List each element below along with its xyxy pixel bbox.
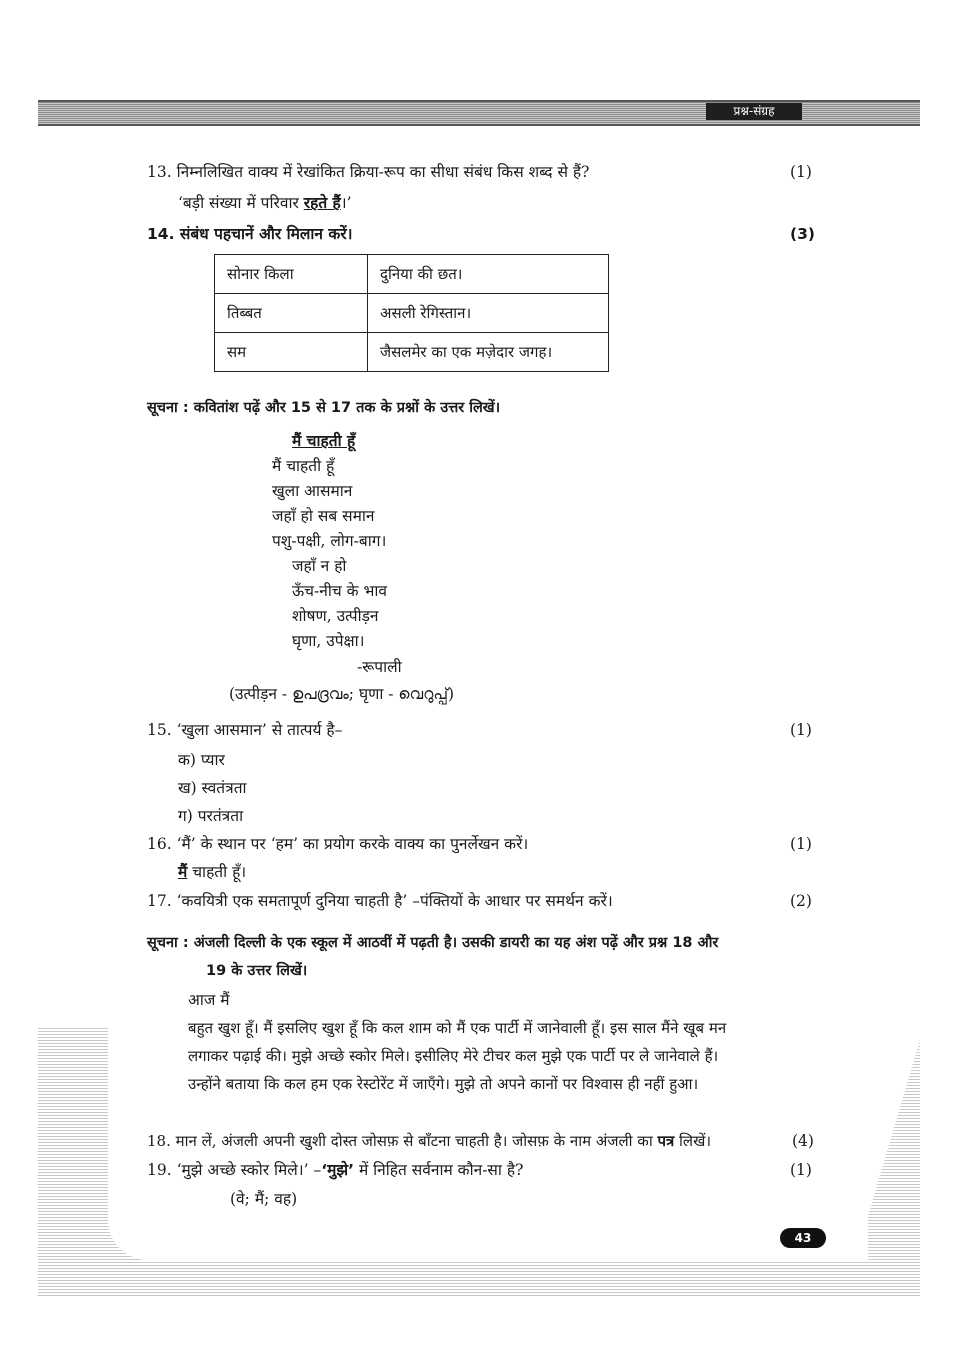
poem-author: -रूपाली [357,658,402,676]
poem-line: जहाँ न हो [292,557,347,575]
table-cell: दुनिया की छत। [368,255,609,294]
table-row [215,333,609,372]
poem-line: मैं चाहती हूँ [272,457,335,475]
q18-marks: (4) [792,1132,814,1150]
table-cell: जैसलमेर का एक मज़ेदार जगह। [368,333,609,372]
diary-line: बहुत खुश हूँ। मैं इसलिए खुश हूँ कि कल शाम को मैं एक पार्टी में जानेवाली हूँ। इस साल मैंने खूब मन [188,1019,727,1037]
section-label: प्रश्न-संग्रह [706,103,802,120]
poem-line: शोषण, उत्पीड़न [292,607,379,625]
poem-line: ऊँच-नीच के भाव [292,582,387,600]
diary-opening: आज मैं [188,991,230,1009]
question-17: 17. ‘कवयित्री एक समतापूर्ण दुनिया चाहती है’ –पंक्तियों के आधार पर समर्थन करें। [147,892,613,910]
q16-sentence: मैं चाहती हूँ। [178,863,247,881]
table-row [215,255,609,294]
q19-options: (वे; मैं; वह) [230,1190,298,1208]
poem-line: खुला आसमान [272,482,353,500]
diary-line: उन्होंने बताया कि कल हम एक रेस्टोरेंट में जाएँगे। मुझे तो अपने कानों पर विश्वास ही नहीं हुआ। [188,1075,699,1093]
poem-line: घृणा, उपेक्षा। [292,632,365,650]
notice-poem: सूचना : कवितांश पढ़ें और 15 से 17 तक के प्रश्नों के उत्तर लिखें। [147,400,501,416]
option-item: ग) परतंत्रता [178,807,244,825]
table-cell: असली रेगिस्तान। [368,294,609,333]
q13-marks: (1) [790,163,812,181]
q13-sentence: ‘बड़ी संख्या में परिवार रहते हैं।’ [178,194,352,212]
question-19: 19. ‘मुझे अच्छे स्कोर मिले।’ –‘मुझे’ में निहित सर्वनाम कौन-सा है? [147,1161,524,1179]
q15-marks: (1) [790,721,812,739]
question-13: 13. निम्नलिखित वाक्य में रेखांकित क्रिया-रूप का सीधा संबंध किस शब्द से हैं? [147,163,590,181]
poem-title: मैं चाहती हूँ [292,432,356,450]
bold-pronoun: मैं [178,863,188,881]
q16-marks: (1) [790,835,812,853]
table-row [215,294,609,333]
notice-diary-cont: 19 के उत्तर लिखें। [206,963,308,979]
poem-line: जहाँ हो सब समान [272,507,375,525]
question-14: 14. संबंध पहचानें और मिलान करें। [147,225,353,243]
option-item: क) प्यार [178,751,225,769]
diary-line: लगाकर पढ़ाई की। मुझे अच्छे स्कोर मिले। इसीलिए मेरे टीचर कल मुझे एक पार्टी पर ले जानेवाले हैं। [188,1047,719,1065]
table-cell: तिब्बत [215,294,368,333]
poem-glossary: (उत्पीड़न - ഉപദ്രവം; घृणा - വെറുപ്പ്) [229,685,455,703]
question-18: 18. मान लें, अंजली अपनी खुशी दोस्त जोसफ़ से बाँटना चाहती है। जोसफ़ के नाम अंजली का पत्र लिखें। [147,1132,712,1150]
table-cell: सम [215,333,368,372]
question-15: 15. ‘खुला आसमान’ से तात्पर्य है– [147,721,343,739]
q17-marks: (2) [790,892,812,910]
option-item: ख) स्वतंत्रता [178,779,247,797]
poem-line: पशु-पक्षी, लोग-बाग। [272,532,387,550]
question-16: 16. ‘मैं’ के स्थान पर ‘हम’ का प्रयोग करके वाक्य का पुनर्लेखन करें। [147,835,529,853]
notice-diary: सूचना : अंजली दिल्ली के एक स्कूल में आठवीं में पढ़ती है। उसकी डायरी का यह अंश पढ़ें और प्रश्न 18 और [147,935,719,951]
table-cell: सोनार किला [215,255,368,294]
q14-marks: (3) [790,225,815,243]
page-number: 43 [780,1228,826,1248]
match-table [214,254,609,372]
underlined-verb: रहते हैं [303,194,341,212]
q19-marks: (1) [790,1161,812,1179]
